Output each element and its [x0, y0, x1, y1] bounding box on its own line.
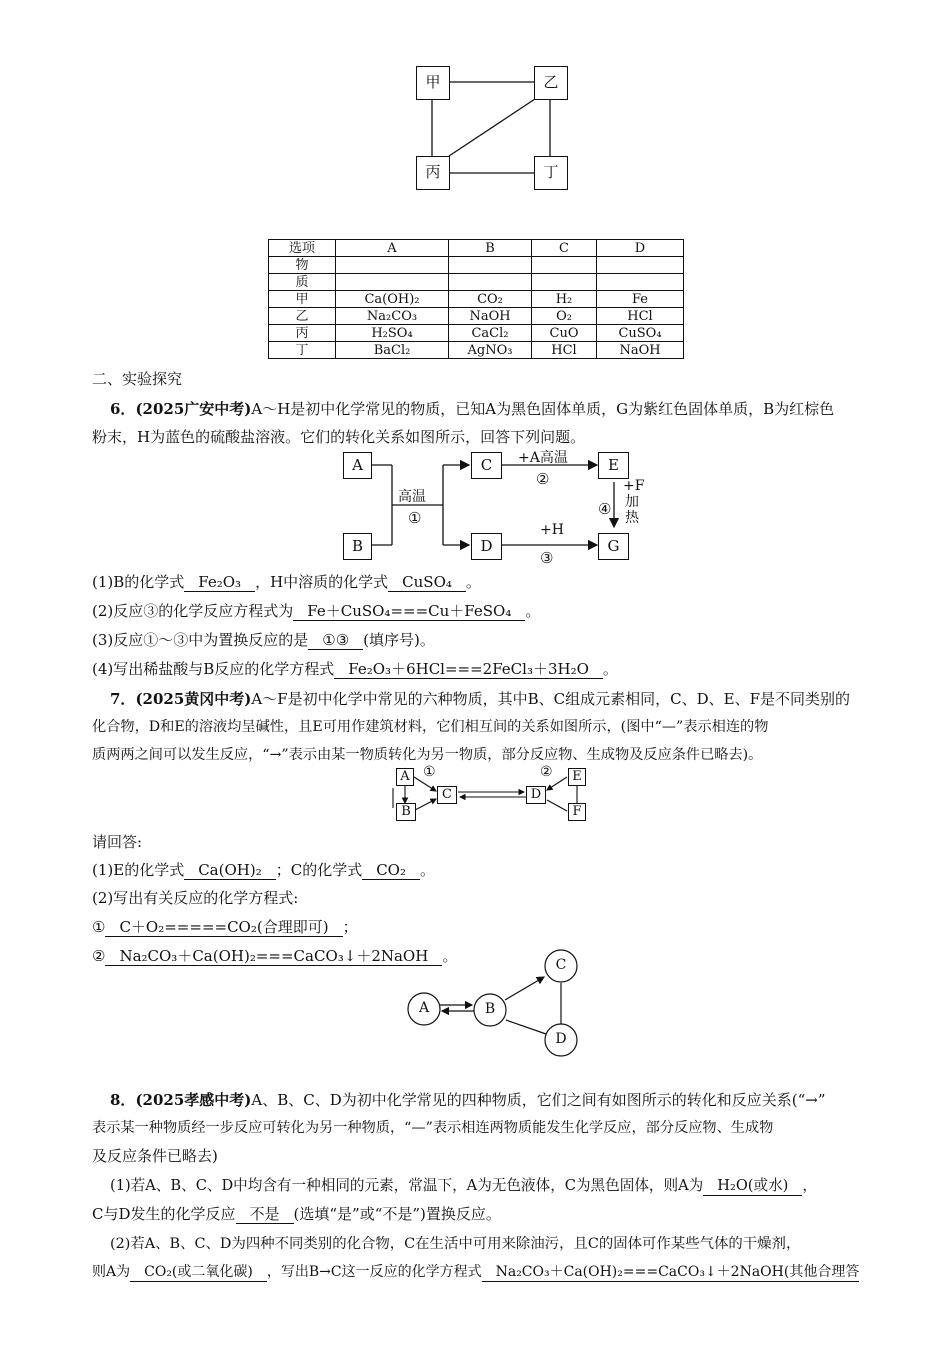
q7-source: (2025黄冈中考) [135, 690, 252, 708]
answer-blank: ①③ [308, 631, 363, 650]
label-plus-h: +H [540, 522, 564, 538]
answer-blank: Ca(OH)₂ [184, 861, 276, 880]
q6-part-4: (4)写出稀盐酸与B反应的化学方程式 Fe₂O₃＋6HCl===2FeCl₃＋3H₂O 。 [92, 660, 618, 678]
q7-equation-2: ② Na₂CO₃＋Ca(OH)₂===CaCO₃↓＋2NaOH 。 [92, 947, 458, 965]
table-cell: BaCl₂ [336, 342, 449, 359]
section-heading: 二、实验探究 [92, 370, 183, 388]
label-r2: ② [540, 764, 553, 780]
label-re: 热 [625, 510, 639, 526]
table-header-cell: C [532, 240, 597, 257]
q7-number: 7． [110, 690, 136, 708]
table-cell: 丙 [269, 325, 336, 342]
table-cell: CO₂ [449, 291, 532, 308]
box-yi: 乙 [534, 66, 568, 100]
q6-part-2: (2)反应③的化学反应方程式为 Fe＋CuSO₄===Cu＋FeSO₄ 。 [92, 602, 541, 620]
node-d: D [471, 533, 502, 560]
answer-blank: CuSO₄ [388, 573, 466, 592]
q8-part-2-line-2: 则A为 CO₂(或二氧化碳) ，写出B→C这一反应的化学方程式 Na₂CO₃＋Ca(OH)₂===CaCO₃↓＋2NaOH(其他合理答 [92, 1264, 860, 1280]
answer-blank: Fe₂O₃＋6HCl===2FeCl₃＋3H₂O [334, 660, 603, 679]
table-header-cell: 选项 [269, 240, 336, 257]
answer-blank: H₂O(或水) [703, 1177, 802, 1196]
q6-part-3: (3)反应①～③中为置换反应的是 ①③ (填序号)。 [92, 631, 435, 649]
q8-stem-line-2: 表示某一种物质经一步反应可转化为另一种物质，“—”表示相连两物质能发生化学反应，部分反应物、生成物 [92, 1120, 774, 1136]
node-g: G [598, 533, 629, 560]
answer-blank: CO₂ [362, 861, 420, 880]
node-a: A [396, 768, 414, 786]
q8-part-2-line-1: (2)若A、B、C、D为四种不同类别的化合物，C在生活中可用来除油污，且C的固体可作某些气体的干燥剂， [110, 1236, 801, 1252]
label-jia: 加 [625, 494, 639, 510]
q8-stem-line-3: 及反应条件已略去) [92, 1147, 218, 1165]
table-cell: 丁 [269, 342, 336, 359]
label-r1: ① [423, 764, 436, 780]
table-cell: Ca(OH)₂ [336, 291, 449, 308]
table-cell: H₂ [532, 291, 597, 308]
box-ding: 丁 [534, 156, 568, 190]
table-cell: 甲 [269, 291, 336, 308]
node-c: C [471, 452, 502, 479]
answer-blank: C＋O₂=====CO₂(合理即可) [105, 918, 342, 937]
q6-text: A～H是初中化学常见的物质，已知A为黑色固体单质，G为紫红色固体单质，B为红棕色 [251, 400, 835, 418]
label-r4: ④ [598, 500, 612, 518]
node-d: D [555, 1031, 567, 1047]
node-b: B [396, 803, 416, 821]
table-header-cell: B [449, 240, 532, 257]
label-plus-f: +F [623, 478, 645, 494]
table-cell: H₂SO₄ [336, 325, 449, 342]
label-gaowen: 高温 [398, 489, 426, 505]
box-bing: 丙 [416, 156, 450, 190]
node-e: E [568, 768, 586, 786]
q7-part-2: (2)写出有关反应的化学方程式: [92, 889, 299, 907]
table-cell: AgNO₃ [449, 342, 532, 359]
table-cell: CuSO₄ [597, 325, 684, 342]
node-d: D [526, 786, 546, 804]
table-cell: CaCl₂ [449, 325, 532, 342]
table-cell: CuO [532, 325, 597, 342]
q8-part-1-line-1: (1)若A、B、C、D中均含有一种相同的元素，常温下，A为无色液体，C为黑色固体，则A为 H₂O(或水) ， [110, 1177, 817, 1194]
node-b: B [484, 1001, 496, 1017]
node-c: C [555, 957, 567, 973]
label-r3: ③ [540, 549, 554, 567]
node-a: A [418, 1000, 430, 1016]
node-b: B [343, 533, 372, 560]
table-header-cell: A [336, 240, 449, 257]
node-a: A [343, 452, 372, 479]
label-r2: ② [536, 470, 550, 488]
q7-stem-line-1: 7．(2025黄冈中考)A～F是初中化学中常见的六种物质，其中B、C组成元素相同，C、D、E、F是不同类别的 [110, 690, 850, 708]
table-cell: 乙 [269, 308, 336, 325]
q6-source: (2025广安中考) [135, 400, 252, 418]
table-cell: NaOH [449, 308, 532, 325]
q7-part-1: (1)E的化学式 Ca(OH)₂ ；C的化学式 CO₂ 。 [92, 861, 436, 879]
label-r1: ① [408, 509, 422, 527]
q7-equation-1: ① C＋O₂=====CO₂(合理即可) ； [92, 918, 358, 936]
table-cell: O₂ [532, 308, 597, 325]
table-cell: NaOH [597, 342, 684, 359]
answer-blank: CO₂(或二氧化碳) [130, 1263, 267, 1282]
table-cell: 物 [269, 257, 336, 274]
q6-number: 6． [110, 400, 136, 418]
table-header-cell: D [597, 240, 684, 257]
node-e: E [598, 452, 629, 479]
label-plus-a-gaowen: +A高温 [518, 450, 568, 466]
table-cell: HCl [532, 342, 597, 359]
answer-blank: Na₂CO₃＋Ca(OH)₂===CaCO₃↓＋2NaOH(其他合理答 [482, 1263, 860, 1282]
q8-source: (2025孝感中考) [135, 1091, 252, 1109]
table-cell: Fe [597, 291, 684, 308]
q8-stem-line-1: 8．(2025孝感中考)A、B、C、D为初中化学常见的四种物质，它们之间有如图所示的转化和反应关系(“→” [110, 1091, 826, 1109]
q8-part-1-line-2: C与D发生的化学反应 不是 (选填“是”或“不是”)置换反应。 [92, 1205, 501, 1223]
table-cell: HCl [597, 308, 684, 325]
answer-blank: Fe₂O₃ [184, 573, 255, 592]
answer-blank: Fe＋CuSO₄===Cu＋FeSO₄ [293, 602, 525, 621]
table-cell: 质 [269, 274, 336, 291]
q8-number: 8． [110, 1091, 136, 1109]
q6-stem-line-2: 粉末，H为蓝色的硫酸盐溶液。它们的转化关系如图所示，回答下列问题。 [92, 428, 586, 446]
q7-ask: 请回答: [92, 833, 143, 851]
q7-stem-line-2: 化合物，D和E的溶液均呈碱性，且E可用作建筑材料，它们相互间的关系如图所示，(图中“—”表示相连的物 [92, 719, 769, 735]
q7-stem-line-3: 质两两之间可以发生反应，“→”表示由某一物质转化为另一物质，部分反应物、生成物及反应条件已略去)。 [92, 747, 763, 763]
answer-blank: Na₂CO₃＋Ca(OH)₂===CaCO₃↓＋2NaOH [105, 947, 442, 966]
q6-part-1: (1)B的化学式 Fe₂O₃ ，H中溶质的化学式 CuSO₄ 。 [92, 573, 481, 591]
node-f: F [568, 803, 586, 821]
table-cell: Na₂CO₃ [336, 308, 449, 325]
box-jia: 甲 [416, 66, 450, 100]
node-c: C [437, 786, 457, 804]
answer-blank: 不是 [236, 1205, 294, 1224]
